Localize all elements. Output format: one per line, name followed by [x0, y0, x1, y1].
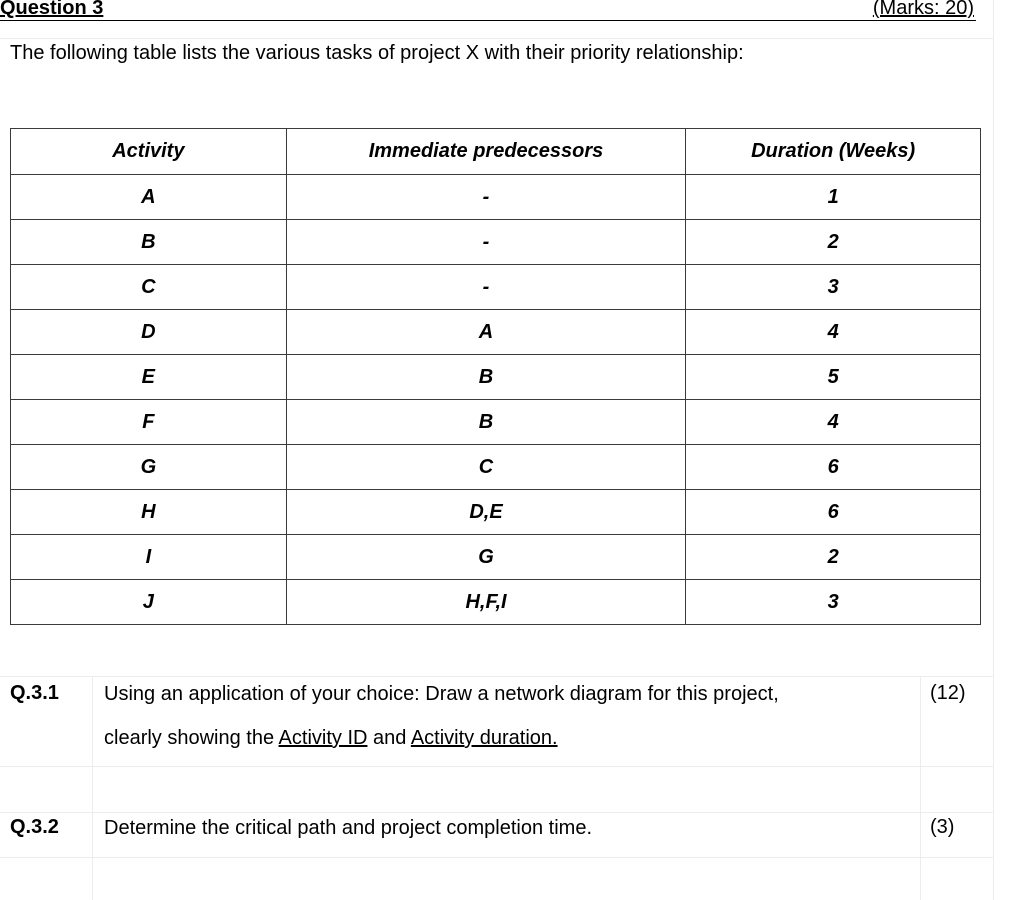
- cell-predecessors: D,E: [286, 490, 686, 535]
- cell-duration: 3: [686, 580, 981, 625]
- question-line-1: Using an application of your choice: Draw a network diagram for this project,: [104, 683, 779, 705]
- question-number: Q.3.2: [10, 816, 59, 838]
- guide-line: [0, 857, 993, 858]
- cell-predecessors: B: [286, 355, 686, 400]
- cell-predecessors: -: [286, 175, 686, 220]
- table-row: [11, 445, 981, 490]
- question-line-2-mid: and: [367, 727, 411, 749]
- cell-activity: I: [11, 535, 287, 580]
- table-row: [11, 580, 981, 625]
- header-activity: Activity: [11, 129, 287, 175]
- table-row: [11, 400, 981, 445]
- cell-duration: 4: [686, 310, 981, 355]
- cell-activity: F: [11, 400, 287, 445]
- cell-predecessors: B: [286, 400, 686, 445]
- table-header-row: [11, 129, 981, 175]
- cell-activity: D: [11, 310, 287, 355]
- cell-duration: 6: [686, 490, 981, 535]
- question-marks: (12): [930, 682, 966, 704]
- table-row: [11, 220, 981, 265]
- tasks-table: [10, 128, 981, 625]
- cell-predecessors: H,F,I: [286, 580, 686, 625]
- guide-line: [0, 766, 993, 767]
- cell-activity: B: [11, 220, 287, 265]
- cell-activity: C: [11, 265, 287, 310]
- question-marks: (3): [930, 816, 955, 838]
- question-text: Determine the critical path and project completion time.: [104, 817, 593, 839]
- cell-activity: G: [11, 445, 287, 490]
- cell-activity: A: [11, 175, 287, 220]
- table-row: [11, 535, 981, 580]
- cell-duration: 3: [686, 265, 981, 310]
- guide-line: [993, 0, 994, 900]
- guide-line: [0, 38, 993, 39]
- cell-duration: 2: [686, 220, 981, 265]
- cell-predecessors: -: [286, 265, 686, 310]
- cell-predecessors: C: [286, 445, 686, 490]
- question-text: [104, 672, 779, 760]
- table-row: [11, 355, 981, 400]
- cell-duration: 4: [686, 400, 981, 445]
- intro-text: The following table lists the various tasks of project X with their priority relationship:: [10, 42, 744, 64]
- header-duration: Duration (Weeks): [686, 129, 981, 175]
- question-line-2: [104, 716, 779, 760]
- cell-predecessors: G: [286, 535, 686, 580]
- guide-line: [92, 676, 93, 900]
- table-row: [11, 265, 981, 310]
- cell-duration: 6: [686, 445, 981, 490]
- question-line-2-prefix: clearly showing the: [104, 727, 279, 749]
- guide-line: [920, 676, 921, 900]
- cell-predecessors: A: [286, 310, 686, 355]
- question-marks: (Marks: 20): [872, 0, 974, 19]
- cell-activity: E: [11, 355, 287, 400]
- cell-predecessors: -: [286, 220, 686, 265]
- question-header: [0, 0, 976, 21]
- question-number: Q.3.1: [10, 682, 59, 704]
- activity-id-term: Activity ID: [278, 727, 368, 749]
- cell-activity: J: [11, 580, 287, 625]
- cell-duration: 5: [686, 355, 981, 400]
- table-row: [11, 175, 981, 220]
- cell-duration: 1: [686, 175, 981, 220]
- table-row: [11, 310, 981, 355]
- cell-activity: H: [11, 490, 287, 535]
- activity-duration-term: Activity duration.: [410, 727, 558, 749]
- cell-duration: 2: [686, 535, 981, 580]
- table-row: [11, 490, 981, 535]
- question-title: Question 3: [0, 0, 104, 19]
- header-predecessors: Immediate predecessors: [286, 129, 686, 175]
